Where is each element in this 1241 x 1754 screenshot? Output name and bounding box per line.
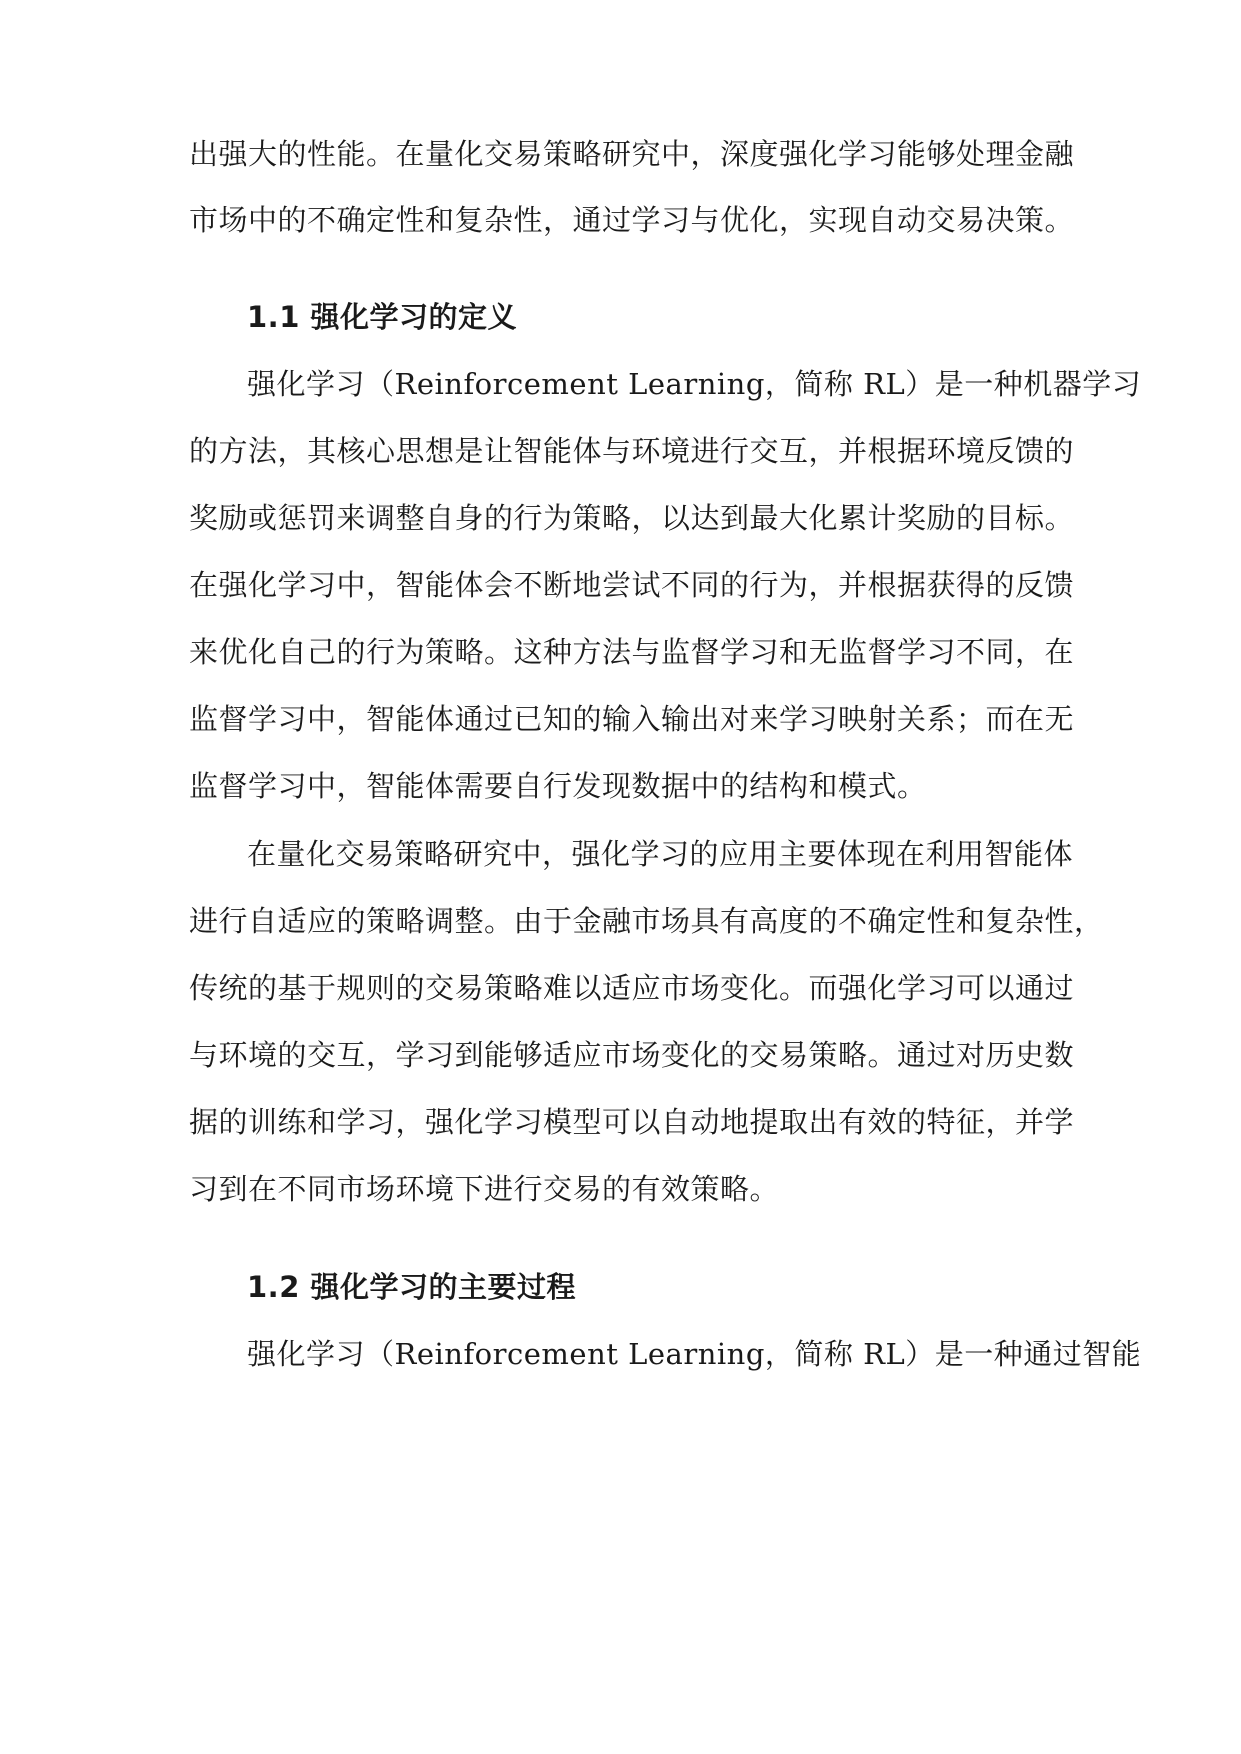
- section-heading-1-2: 1.2 强化学习的主要过程: [247, 1270, 576, 1304]
- s11-p2-line-4: 与环境的交互，学习到能够适应市场变化的交易策略。通过对历史数: [189, 1038, 1075, 1072]
- s11-p1-line-7: 监督学习中，智能体需要自行发现数据中的结构和模式。: [189, 769, 927, 803]
- s12-p1-line-1: 强化学习（Reinforcement Learning，简称 RL）是一种通过智能: [247, 1337, 1142, 1371]
- s11-p2-line-6: 习到在不同市场环境下进行交易的有效策略。: [189, 1172, 780, 1206]
- s11-p2-line-5: 据的训练和学习，强化学习模型可以自动地提取出有效的特征，并学: [189, 1105, 1075, 1139]
- s11-p1-line-5: 来优化自己的行为策略。这种方法与监督学习和无监督学习不同，在: [189, 635, 1075, 669]
- s11-p2-line-3: 传统的基于规则的交易策略难以适应市场变化。而强化学习可以通过: [189, 971, 1075, 1005]
- section-heading-1-1: 1.1 强化学习的定义: [247, 300, 517, 334]
- s11-p1-line-3: 奖励或惩罚来调整自身的行为策略，以达到最大化累计奖励的目标。: [189, 501, 1075, 535]
- intro-line-1: 出强大的性能。在量化交易策略研究中，深度强化学习能够处理金融: [189, 137, 1075, 171]
- s11-p1-line-1: 强化学习（Reinforcement Learning，简称 RL）是一种机器学习: [247, 367, 1142, 401]
- s11-p2-line-1: 在量化交易策略研究中，强化学习的应用主要体现在利用智能体: [247, 837, 1074, 871]
- s11-p1-line-2: 的方法，其核心思想是让智能体与环境进行交互，并根据环境反馈的: [189, 434, 1075, 468]
- s11-p1-line-4: 在强化学习中，智能体会不断地尝试不同的行为，并根据获得的反馈: [189, 568, 1075, 602]
- s11-p1-line-6: 监督学习中，智能体通过已知的输入输出对来学习映射关系；而在无: [189, 702, 1075, 736]
- intro-line-2: 市场中的不确定性和复杂性，通过学习与优化，实现自动交易决策。: [189, 203, 1075, 237]
- s11-p2-line-2: 进行自适应的策略调整。由于金融市场具有高度的不确定性和复杂性，: [189, 904, 1104, 938]
